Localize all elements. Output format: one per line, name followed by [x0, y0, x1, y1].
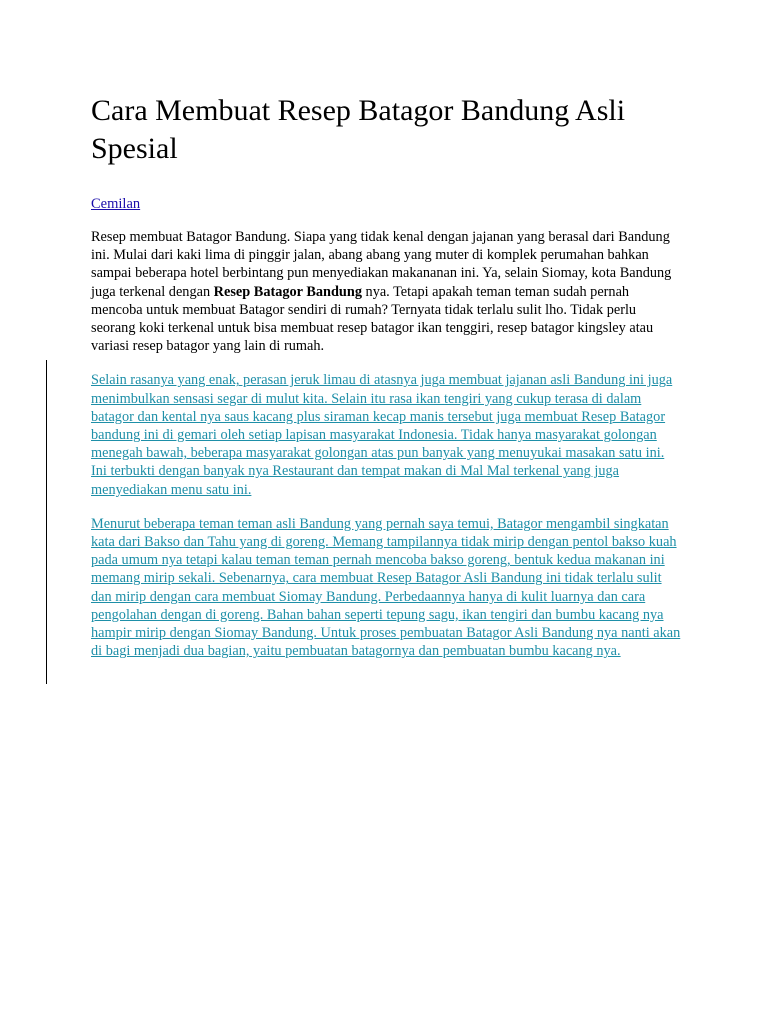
intro-text-2: nya. Tetapi apakah teman teman sudah pernah mencoba untuk membuat Batagor sendiri di rumah? Ternyata tidak terlalu sulit lho. Tidak perlu seorang koki terkenal untuk bisa membuat resep batagor ikan tenggiri, resep batagor kingsley atau variasi resep batagor yang lain di rumah.	[91, 283, 654, 355]
intro-text-1: Resep membuat Batagor Bandung. Siapa yang tidak kenal dengan jajanan yang berasal dari Bandung ini. Mulai dari kaki lima di pinggir jalan, abang abang yang muter di komplek perumahan bahkan sampai beberapa hotel berbintang pun menyediakan makananan ini. Ya, selain Siomay, kota Bandung juga terkenal dengan	[91, 229, 672, 300]
paragraph-2-link[interactable]: Selain rasanya yang enak, perasan jeruk limau di atasnya juga membuat jajanan asli Bandung ini juga menimbulkan sensasi segar di mulut kita. Selain itu rasa ikan tengiri yang cukup terasa di dalam batagor dan kental nya saus kacang plus siraman kecap manis tersebut juga membuat Resep Batagor bandung ini di gemari oleh setiap lapisan masyarakat Indonesia. Tidak hanya masyarakat golongan menegah bawah, beberapa masyarakat golongan atas pun banyak yang menuyukai masakan satu ini. Ini terbukti dengan banyak nya Restaurant dan tempat makan di Mal Mal terkenal yang juga menyediakan menu satu ini.	[91, 372, 673, 498]
paragraph-2	[91, 371, 681, 498]
margin-bar	[46, 360, 47, 684]
intro-paragraph	[91, 228, 681, 355]
intro-bold-keyword: Resep Batagor Bandung	[213, 283, 362, 300]
paragraph-3	[91, 515, 681, 661]
paragraph-3-link[interactable]: Menurut beberapa teman teman asli Bandung yang pernah saya temui, Batagor mengambil singkatan kata dari Bakso dan Tahu yang di goreng. Memang tampilannya tidak mirip dengan pentol bakso kuah pada umum nya tetapi kalau teman teman pernah mencoba bakso goreng, bentuk kedua makanan ini memang mirip sekali. Sebenarnya, cara membuat Resep Batagor Asli Bandung ini tidak terlalu sulit dan mirip dengan cara membuat Siomay Bandung. Perbedaannya hanya di kulit luarnya dan cara pengolahan dengan di goreng. Bahan bahan seperti tepung sagu, ikan tengiri dan bumbu kacang nya hampir mirip dengan Siomay Bandung. Untuk proses pembuatan Batagor Asli Bandung nya nanti akan di bagi menjadi dua bagian, yaitu pembuatan batagornya dan pembuatan bumbu kacang nya.	[91, 515, 681, 660]
category-link[interactable]: Cemilan	[91, 196, 141, 212]
article	[91, 92, 681, 660]
page-title: Cara Membuat Resep Batagor Bandung Asli Spesial	[91, 94, 626, 165]
